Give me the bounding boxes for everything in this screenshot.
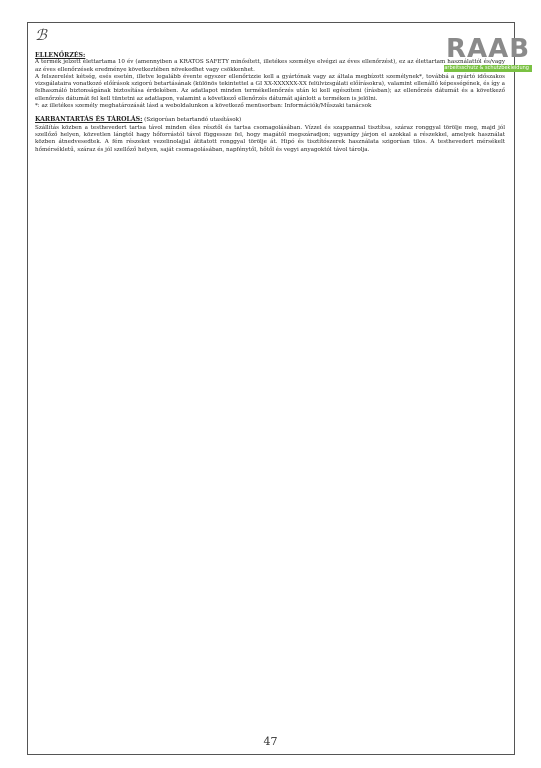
section-heading: KARBANTARTÁS ÉS TÁROLÁS: [35,116,143,124]
paragraph: A termék jelzett élettartama 10 év (amennyiben a KRATOS SAFETY minősített, illetékes személye elvégzi az éves ellenőrzést), ez az élettartam használattól és/vagy az éves ellenőrzések eredménye következtében növekedhet vagy csökkenhet. [35,59,505,73]
section-inspection [35,52,505,110]
section-heading: ELLENŐRZÉS: [35,52,86,59]
section-heading-note: (Szigorúan betartandó utasítások) [142,117,242,124]
raab-logo-tagline: arbeitsschutz & schutzbekleidung [444,65,532,72]
section-heading-line [35,116,505,124]
brand-logo-mark: ℬ [35,26,47,44]
page-number: 47 [263,735,278,748]
paragraph: Szállítás közben a testhevedert tartsa távol minden éles résztől és tartsa csomagolásában. Vízzel és szappannal tisztítsa, száraz ronggyal törölje meg, majd jól szellőző helyen, közvetlen lángtól hagy hőforrástól távol függessze fel, hogy magától megszáradjon; ugyanígy járjon el azokkal a részekkel, amelyek használat közben átnedvesedtek. A fém részeket vezelinolajjal átitatott ronggyal törölje át. Hipó és tisztítószerek használata szigorúan tilos. A testhevedert mérsékelt hőmérsékletű, száraz és jól szellőző helyen, saját csomagolásában, napfénytől, hőtől és vegyi anyagoktól távol tárolja. [35,124,505,153]
raab-logo-text: RAAB [445,34,531,64]
section-maintenance [35,116,505,153]
document-body [35,52,505,160]
paragraph: A felszerelést kétség, esés esetén, illetve legalább évente egyszer ellenőrizzie kell a gyártónak vagy az általa megbízott személynek*, továbbá a gyártó időszakos vizsgálataira vonatkozó előírások szigorú betartásának (különös tekintettel a GI XX-XXXXXX-XX felülvizsgálati előírásokra), valamint ellenálló képességének, és így a felhasználó biztonságának biztosítása érdekében. Az adatlapot minden termékellenőrzés után ki kell egészíteni (írásban); az ellenőrzés dátumát és a következő ellenőrzés dátumát fel kell tüntetni az adatlapon, valamint a következő ellenőrzés dátumát ajánlott a terméken is jelölni. [35,73,505,102]
paragraph: *: az illetékes személy meghatározását lásd a weboldalunkon a következő menüsorban: Információk/Műszaki tanácsok [35,103,372,110]
